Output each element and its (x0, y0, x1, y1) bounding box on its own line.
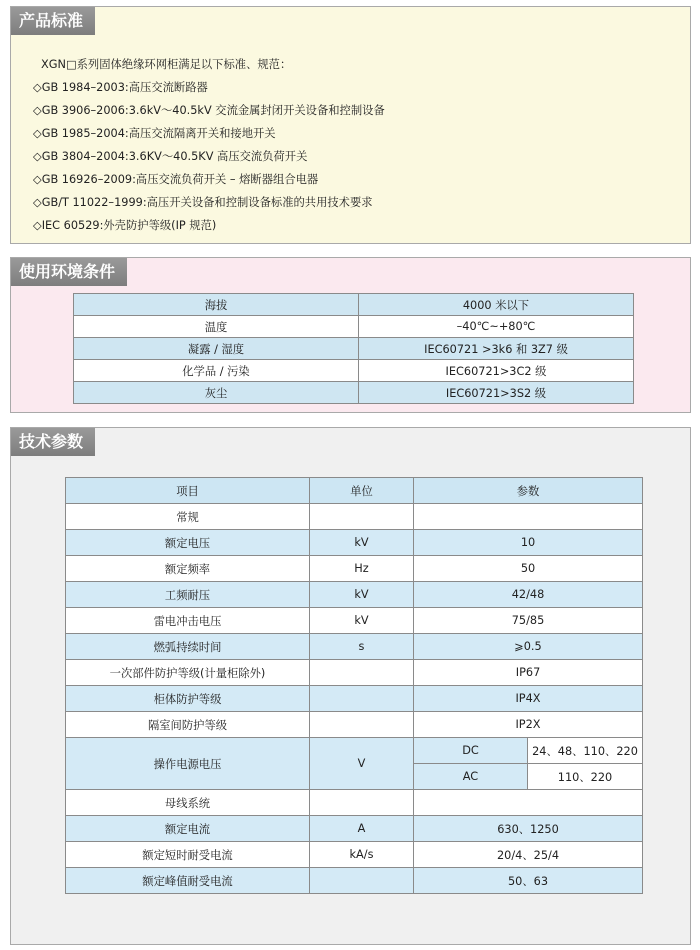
table-row (66, 660, 643, 686)
environment-title: 使用环境条件 (11, 258, 127, 286)
standard-item: ◇IEC 60529:外壳防护等级(IP 规范) (33, 219, 217, 232)
tech-unit: A (310, 816, 414, 842)
tech-table (65, 477, 643, 894)
standards-panel (10, 6, 691, 244)
tech-item: 隔室间防护等级 (66, 712, 310, 738)
tech-item: 常规 (66, 504, 310, 530)
power-dc-label: DC (414, 738, 528, 764)
tech-param: IP2X (414, 712, 643, 738)
tech-item: 母线系统 (66, 790, 310, 816)
tech-unit: kV (310, 582, 414, 608)
env-label: 海拔 (74, 294, 359, 316)
table-row (66, 712, 643, 738)
tech-unit (310, 686, 414, 712)
standard-item: ◇GB 3906–2006:3.6kV～40.5kV 交流金属封闭开关设备和控制设备 (33, 104, 385, 117)
standard-item: ◇GB 1984–2003:高压交流断路器 (33, 81, 208, 94)
env-label: 灰尘 (74, 382, 359, 404)
table-row (74, 316, 634, 338)
table-row (74, 338, 634, 360)
env-label: 温度 (74, 316, 359, 338)
standards-intro: XGN□系列固体绝缘环网柜满足以下标准、规范： (41, 58, 292, 71)
tech-param: 10 (414, 530, 643, 556)
tech-param: 630、1250 (414, 816, 643, 842)
tech-item: 工频耐压 (66, 582, 310, 608)
tech-unit (310, 660, 414, 686)
table-row-power-dc (66, 738, 643, 764)
tech-unit: kV (310, 530, 414, 556)
table-row (66, 790, 643, 816)
table-row (74, 360, 634, 382)
tech-item: 额定电压 (66, 530, 310, 556)
tech-param: 50、63 (414, 868, 643, 894)
tech-item: 燃弧持续时间 (66, 634, 310, 660)
environment-table (73, 293, 634, 404)
tech-unit: kV (310, 608, 414, 634)
tech-title: 技术参数 (11, 428, 95, 456)
table-row (66, 608, 643, 634)
tech-param: 42/48 (414, 582, 643, 608)
tech-param: IP4X (414, 686, 643, 712)
col-header-unit: 单位 (310, 478, 414, 504)
table-row (66, 868, 643, 894)
table-row (74, 382, 634, 404)
standards-list (29, 53, 385, 237)
tech-unit: Hz (310, 556, 414, 582)
tech-param: 50 (414, 556, 643, 582)
tech-item: 操作电源电压 (66, 738, 310, 790)
tech-unit (310, 712, 414, 738)
standard-item: ◇GB 16926–2009:高压交流负荷开关 – 熔断器组合电器 (33, 173, 319, 186)
table-header-row (66, 478, 643, 504)
tech-item: 额定峰值耐受电流 (66, 868, 310, 894)
tech-param: ⩾0.5 (414, 634, 643, 660)
tech-unit: V (310, 738, 414, 790)
power-ac-value: 110、220 (528, 764, 643, 790)
tech-param: 75/85 (414, 608, 643, 634)
col-header-item: 项目 (66, 478, 310, 504)
standard-item: ◇GB 1985–2004:高压交流隔离开关和接地开关 (33, 127, 276, 140)
tech-unit (310, 790, 414, 816)
table-row (66, 634, 643, 660)
table-row (66, 842, 643, 868)
tech-item: 额定短时耐受电流 (66, 842, 310, 868)
table-row (66, 556, 643, 582)
env-value: IEC60721>3S2 级 (359, 382, 634, 404)
tech-param (414, 790, 643, 816)
env-label: 凝露 / 湿度 (74, 338, 359, 360)
tech-param: 20/4、25/4 (414, 842, 643, 868)
tech-unit: kA/s (310, 842, 414, 868)
tech-panel (10, 427, 691, 945)
env-value: IEC60721>3C2 级 (359, 360, 634, 382)
tech-item: 雷电冲击电压 (66, 608, 310, 634)
power-dc-value: 24、48、110、220 (528, 738, 643, 764)
standards-title: 产品标准 (11, 7, 95, 35)
table-row (66, 686, 643, 712)
standard-item: ◇GB 3804–2004:3.6KV～40.5KV 高压交流负荷开关 (33, 150, 308, 163)
power-ac-label: AC (414, 764, 528, 790)
tech-item: 柜体防护等级 (66, 686, 310, 712)
tech-item: 额定电流 (66, 816, 310, 842)
tech-unit: s (310, 634, 414, 660)
tech-item: 额定频率 (66, 556, 310, 582)
table-row (66, 582, 643, 608)
table-row (74, 294, 634, 316)
env-value: IEC60721 >3k6 和 3Z7 级 (359, 338, 634, 360)
tech-param (414, 504, 643, 530)
tech-param: IP67 (414, 660, 643, 686)
standard-item: ◇GB/T 11022–1999:高压开关设备和控制设备标准的共用技术要求 (33, 196, 373, 209)
environment-panel (10, 257, 691, 413)
tech-unit (310, 868, 414, 894)
env-label: 化学品 / 污染 (74, 360, 359, 382)
env-value: 4000 米以下 (359, 294, 634, 316)
table-row (66, 816, 643, 842)
env-value: –40℃~+80℃ (359, 316, 634, 338)
table-row (66, 530, 643, 556)
col-header-param: 参数 (414, 478, 643, 504)
table-row (66, 504, 643, 530)
tech-unit (310, 504, 414, 530)
tech-item: 一次部件防护等级(计量柜除外) (66, 660, 310, 686)
